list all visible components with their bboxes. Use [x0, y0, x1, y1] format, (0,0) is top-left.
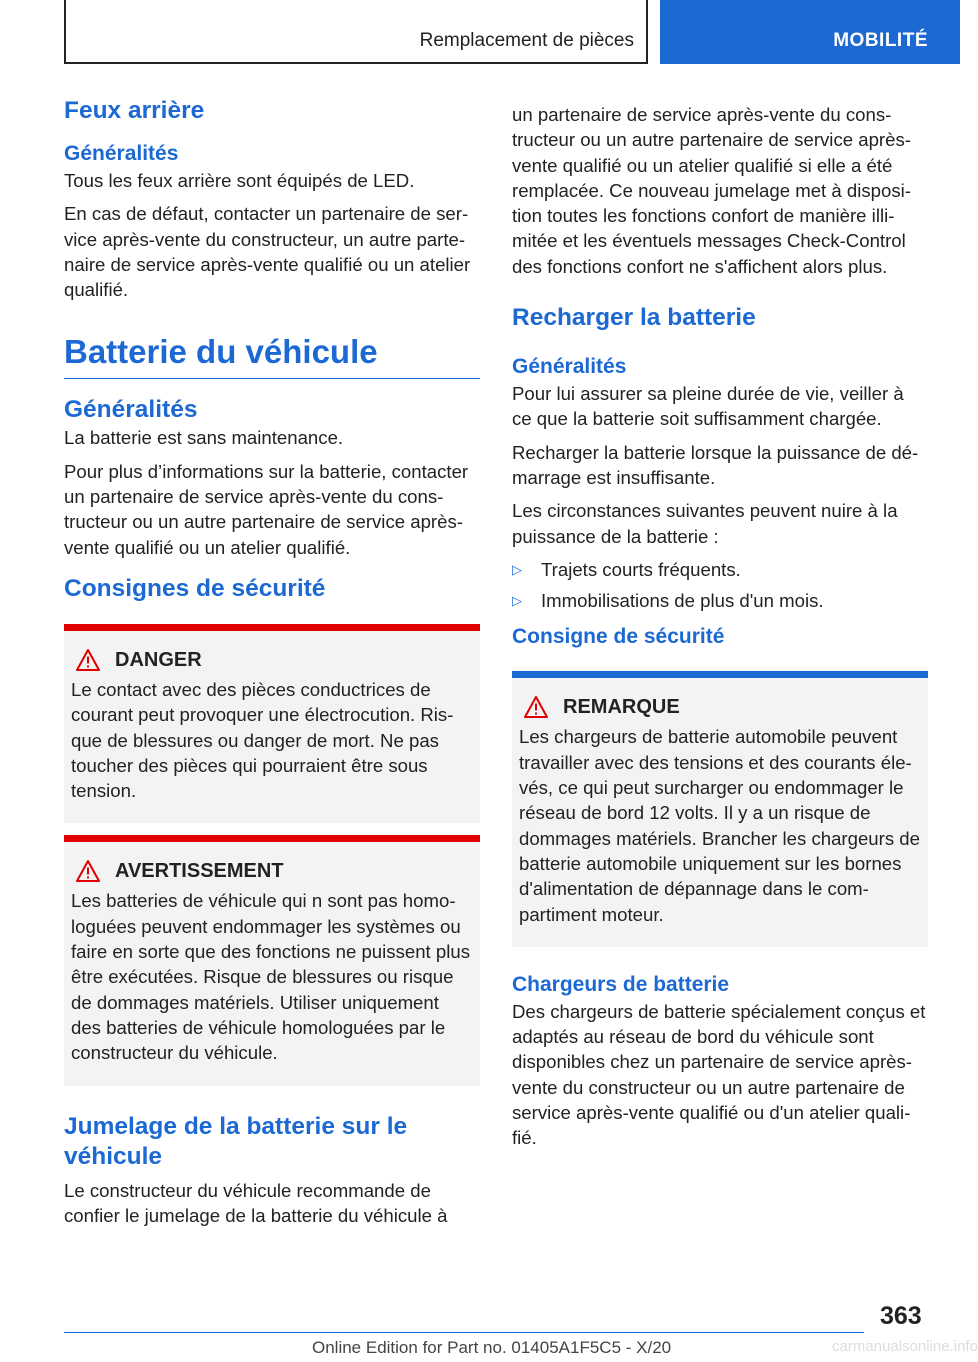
heading-jumelage: Jumelage de la batterie sur le véhicule: [64, 1112, 408, 1170]
watermark: carmanualsonline.info: [832, 1338, 978, 1355]
paragraph: un partenaire de service après-vente du constructeur ou un autre partenaire de service après-vente qualifié ou un atelier qualifié si elle a été remplacée. Ce nouveau jumelage met à disposition toutes les fonctions confort de manière illimitée et les éventuels messages Check-Control des fonctions confort ne s'affichent alors plus.: [512, 104, 911, 277]
warning-text: Les batteries de véhicule qui n sont pas homologuées peuvent endommager les systèmes ou faire en sorte que des fonctions ne puissent plus être exécutées. Risque de blessures ou risque de dommages matériels. Utiliser uniquement des batteries de véhicule homologuées par le constructeur du véhicule.: [71, 890, 470, 1064]
footer-divider: [64, 1332, 864, 1333]
subheading-generalites: Généralités: [64, 396, 198, 424]
warning-triangle-icon: [75, 648, 101, 672]
danger-text: Le contact avec des pièces conductrices de courant peut provoquer une électrocution. Risque de blessures ou danger de mort. Ne pas toucher des pièces qui pourraient être sous tension.: [71, 678, 454, 802]
paragraph: Les circonstances suivantes peuvent nuire à la puissance de la batterie :: [512, 500, 898, 547]
note-label: REMARQUE: [563, 696, 680, 719]
chapter-tab: [660, 0, 960, 64]
paragraph: Des chargeurs de batterie spécialement conçus et adaptés au réseau de bord du véhicule sont disponibles chez un partenaire de service après-vente du constructeur ou un autre partenaire de service après-vente qualifié ou d'un atelier qualifié.: [512, 1000, 926, 1149]
paragraph: En cas de défaut, contacter un partenaire de service après-vente du constructeur, un autre partenaire de service après-vente qualifié ou un atelier qualifié.: [64, 203, 471, 301]
section-title: Remplacement de pièces: [419, 30, 634, 51]
note-box: [512, 671, 928, 946]
subheading-generalites: Généralités: [64, 142, 179, 165]
list-item: ▷ Immobilisations de plus d'un mois.: [512, 588, 928, 613]
edition-footer: Online Edition for Part no. 01405A1F5C5 - X/20: [312, 1338, 672, 1357]
triangle-bullet-icon: ▷: [512, 593, 522, 609]
bullet-list: [512, 557, 928, 614]
paragraph: Recharger la batterie lorsque la puissance de démarrage est insuffisante.: [512, 441, 919, 488]
danger-box: [64, 624, 480, 823]
paragraph: Pour plus d’informations sur la batterie, contacter un partenaire de service après-vente du constructeur ou un autre partenaire de service après-vente qualifié ou un atelier qualifié.: [64, 460, 469, 558]
right-column: [512, 102, 928, 1159]
heading-feux-arriere: Feux arrière: [64, 97, 205, 124]
paragraph: La batterie est sans maintenance.: [64, 427, 344, 449]
heading-recharger-la-batterie: Recharger la batterie: [512, 304, 756, 332]
subheading-generalites: Généralités: [512, 355, 627, 379]
triangle-bullet-icon: ▷: [512, 561, 522, 577]
chapter-title: MOBILITÉ: [833, 30, 928, 51]
paragraph: Pour lui assurer sa pleine durée de vie, veiller à ce que la batterie soit suffisamment chargée.: [512, 383, 904, 430]
left-column: [64, 96, 480, 1236]
warning-triangle-icon: [75, 859, 101, 883]
note-text: Les chargeurs de batterie automobile peuvent travailler avec des tensions et des courants élevés, ce qui peut surcharger ou endommager le réseau de bord 12 volts. Il y a un risque de dommages matériels. Brancher les chargeurs de batterie automobile uniquement sur les bornes d'alimentation de dépannage dans le compartiment moteur.: [519, 726, 920, 925]
page-header: [0, 0, 960, 66]
paragraph: Le constructeur du véhicule recommande de confier le jumelage de la batterie du véhicule à: [64, 1179, 448, 1226]
warning-label: AVERTISSEMENT: [115, 860, 284, 883]
danger-label: DANGER: [115, 648, 202, 671]
heading-chargeurs-de-batterie: Chargeurs de batterie: [512, 972, 730, 996]
section-tab: [64, 0, 648, 64]
heading-consignes-de-securite: Consignes de sécurité: [64, 574, 326, 602]
warning-box: [64, 835, 480, 1085]
heading-consigne-de-securite: Consigne de sécurité: [512, 625, 725, 649]
heading-batterie-du-vehicule: Batterie du véhicule: [64, 332, 480, 379]
paragraph: Tous les feux arrière sont équipés de LED.: [64, 170, 415, 191]
list-item: ▷ Trajets courts fréquents.: [512, 557, 928, 582]
warning-triangle-icon: [523, 695, 549, 719]
page-number: 363: [880, 1302, 922, 1330]
